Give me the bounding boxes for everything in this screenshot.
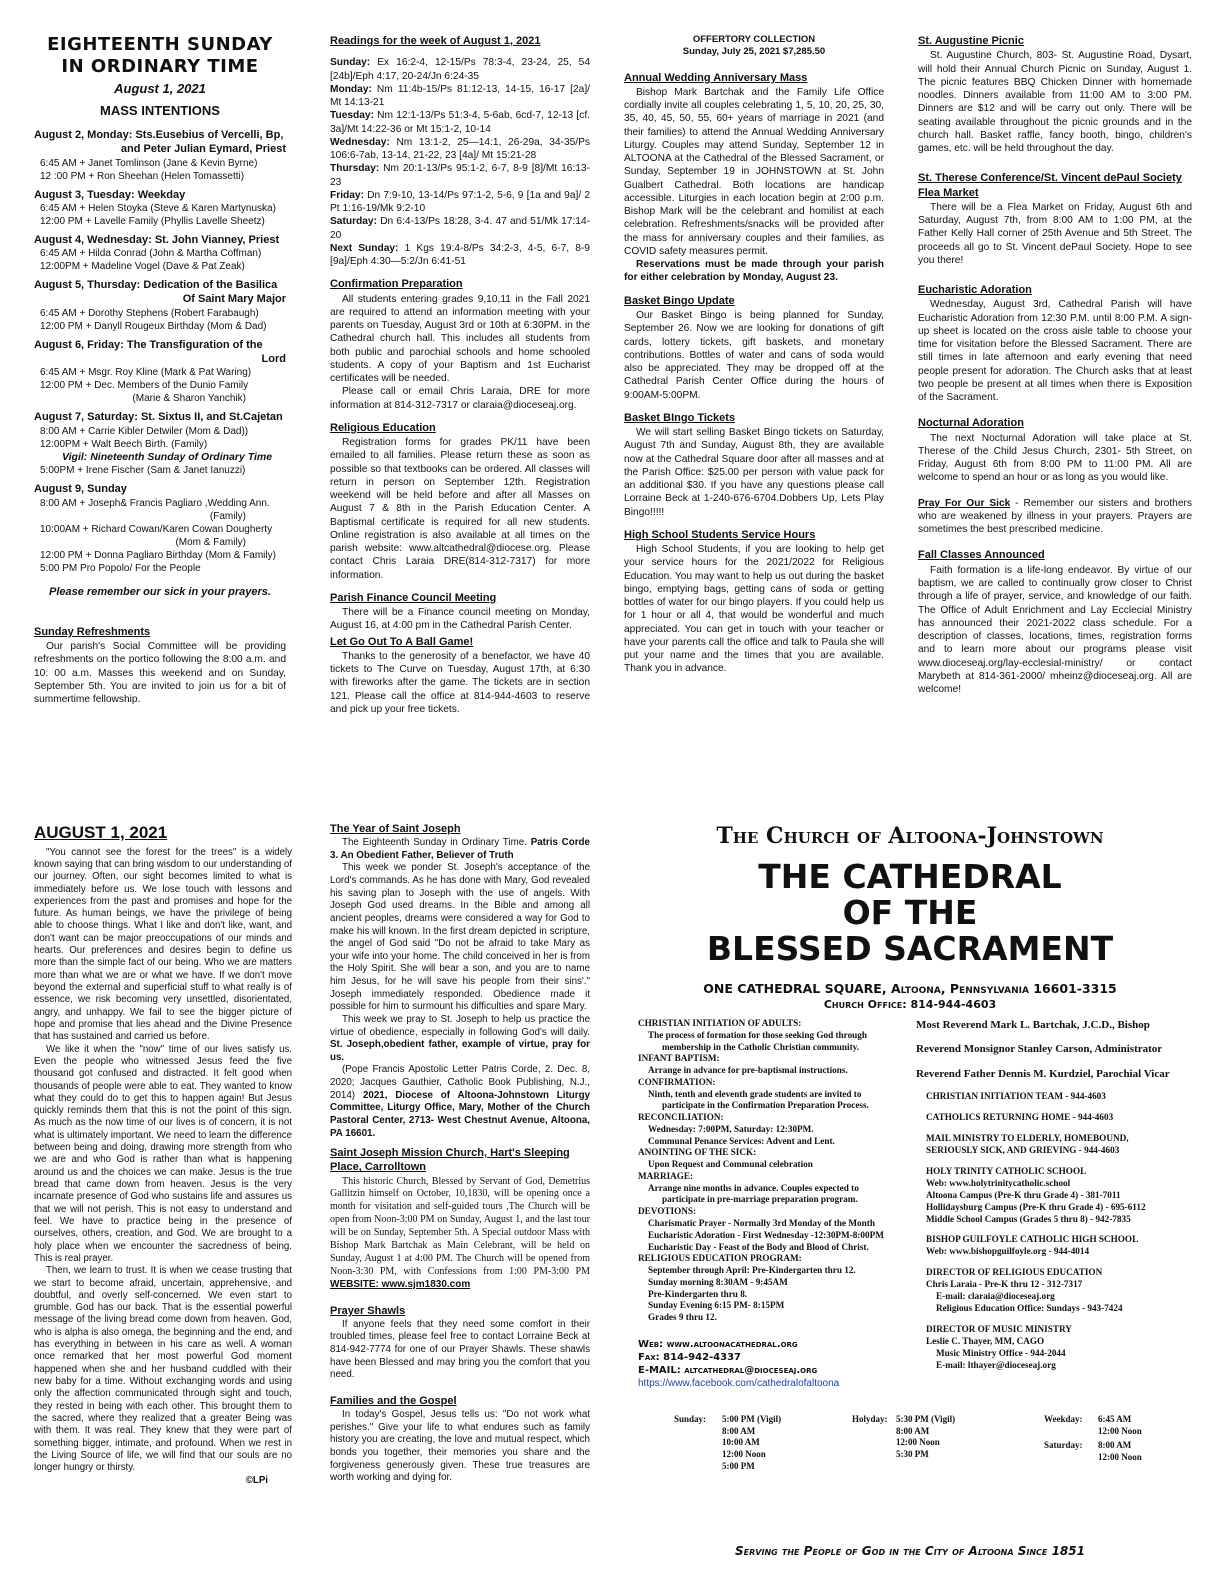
clergy-name: Reverend Father Dennis M. Kurdziel, Parochial Vicar (916, 1067, 1170, 1080)
title-date: August 1, 2021 (114, 81, 206, 97)
confirmation-contact: Please call or email Chris Laraia, DRE for more information at 814-312-7317 or claraia@dioceseaj.org. (330, 386, 590, 411)
church-name: The Church of Altoona-Johnstown (716, 823, 1104, 849)
sacrament-detail: participate in pre-marriage preparation program. (662, 1194, 858, 1205)
cover-section (624, 822, 1196, 1562)
intention-day-heading: August 6, Friday: The Transfiguration of the (34, 338, 263, 351)
intention-day-heading: August 2, Monday: Sts.Eusebius of Vercelli, Bp, (34, 128, 284, 141)
prayer-shawls-heading: Prayer Shawls (330, 1304, 406, 1317)
nocturnal-adoration-heading: Nocturnal Adoration (918, 417, 1024, 430)
sacrament-detail: Grades 9 thru 12. (648, 1312, 717, 1323)
joseph-citation-text: (Pope Francis Apostolic Letter Patris Corde, 2. Dec. 8, 2020; Jacques Gauthier, Catholic Book Publishing, N.J., 2014) (330, 1064, 590, 1101)
sacrament-detail: membership in the Catholic Christian community. (662, 1041, 860, 1052)
year-saint-joseph-heading: The Year of Saint Joseph (330, 823, 461, 835)
confirmation-body: All students entering grades 9,10,11 in the Fall 2021 are required to attend an information meeting with your parents on Tuesday, August 3rd or 10th at 6:30PM. in the Cathedral church hall. This includes all students from both public and parochial schools and home schooled students. A copy of your Baptism and 1st Eucharist certificates will be needed. (330, 293, 590, 385)
fax-number: Fax: 814-942-4337 (638, 1351, 742, 1363)
reading-citations: Ex 16:2-4, 12-15/Ps 78:3-4, 23-24, 25, 54 [24b]/Eph 4:17, 20-24/Jn 6:24-35 (330, 57, 590, 82)
mass-time: 10:00 AM (722, 1437, 760, 1448)
confirmation-heading: Confirmation Preparation (330, 278, 463, 291)
reading-citations: Nm 13:1-2, 25—14:1, 26-29a, 34-35/Ps 106:6-7ab, 13-14, 21-22, 23 [4a]/ Mt 15:21-28 (330, 136, 590, 162)
basket-bingo-body: Our Basket Bingo is being planned for Sunday, September 26. Now we are looking for donations of gift cards, lottery tickets, gift baskets, and monetary contributions. Bottles of water and cans of soda would also be appreciated. They may be dropped off at the Cathedral Parish Center Office during the hours of 9:00AM-5:00PM. (624, 310, 884, 401)
readings-list (330, 56, 590, 268)
mass-time: 5:30 PM (896, 1449, 929, 1460)
religious-education-body: Registration forms for grades PK/11 have been emailed to all families. Please return these as soon as possible so that textbooks can be ordered. All classes will return in person on September 12th. Registration weekend will be held before and after all Masses on August 7 & 8th in the Parish Education Center. A Baptismal certificate is required for all new students. Online registration is also available at all times on the parish website: www.altcathedral@diocese.org. Please contact Chris Laraia DRE(814-312-7317) for more information. (330, 437, 590, 581)
clergy-name: Reverend Monsignor Stanley Carson, Administrator (916, 1043, 1163, 1056)
mass-intentions-column (34, 34, 286, 754)
refreshments-body: Our parish's Social Committee will be providing refreshments on the portico following the 8:00 a.m. and 10: 00 a.m. Masses this weekend and on Sunday, September 5th. You are invited to join us for a bit of summertime fellowship. (34, 641, 286, 706)
intention-entry: 6:45 AM + Msgr. Roy Kline (Mark & Pat Waring) (40, 367, 252, 379)
reading-citations: Nm 11:4b-15/Ps 81:12-13, 14-15, 16-17 [2a]/ Mt 14:13-21 (330, 83, 590, 109)
intention-entry: 12:00 PM + Dec. Members of the Dunio Family (40, 380, 249, 392)
bingo-tickets-heading: Basket BIngo Tickets (624, 411, 736, 424)
sacraments-directory (638, 1018, 918, 1390)
mass-time: 12:00 Noon (896, 1437, 940, 1448)
intention-entry: 12:00 PM + Donna Pagliaro Birthday (Mom & Family) (40, 549, 276, 561)
events-column (918, 34, 1192, 754)
nocturnal-adoration-body: The next Nocturnal Adoration will take place at St. Therese of the Child Jesus Church, 2301- 5th Street, on Friday, August 6th from 8:00 PM to 11:00 PM. All are welcome to spend an hour or as long as you would like. (918, 432, 1192, 484)
reading-day: Saturday: (330, 216, 377, 228)
intention-entry: 6:45 AM + Janet Tomlinson (Jane & Kevin Byrne) (40, 157, 258, 169)
mission-church-paragraph (330, 1176, 590, 1292)
mission-church-heading: Saint Joseph Mission Church, Hart's Sleeping Place, Carrolltown (330, 1147, 570, 1174)
reading-citations: Nm 12:1-13/Ps 51:3-4, 5-6ab, 6cd-7, 12-13 [cf. 3a]/Mt 14:22-36 or Mt 15:1-2, 10-14 (330, 110, 590, 135)
offertory-heading: OFFERTORY COLLECTION (692, 34, 816, 45)
prayer-shawls-body: If anyone feels that they need some comfort in their troubled times, please feel free to contact Lorraine Beck at 814-942-7774 for one of our Prayer Shawls. These shawls have been Blessed and may bring you the comfort that you need. (330, 1318, 590, 1381)
readings-column (330, 34, 590, 754)
staff-block (916, 1112, 1196, 1124)
staff-line: Hollidaysburg Campus (Pre-K thru Grade 4) - 695-6112 (926, 1201, 1146, 1212)
intention-entry: 5:00 PM Pro Popolo/ For the People (40, 562, 201, 574)
joseph-prayer-bold: St. Joseph,obedient father, example of virtue, pray for us. (330, 1039, 590, 1063)
reading-day: Friday: (330, 189, 364, 201)
joseph-paragraph-2: This week we ponder St. Joseph's acceptance of the Lord's commands. As he has done with Mary, God revealed his saving plan to Joseph with the use of angels. With Joseph God used dreams. In the Bible and among all ancient peoples, dreams were considered a way for God to make his will known. In the first dream depicted in scripture, the angel of God said "Do not be afraid to take Mary as your wife into your home. The child conceived in her is from the Holy Spirit. She will bear a son, and you are to name him Jesus, for he will save his people from their sins'." Joseph immediately responded. Obedience made it possible for him to surmount his difficulties and spare Mary. (330, 862, 590, 1013)
clergy-name: Most Reverend Mark L. Bartchak, J.C.D., Bishop (916, 1019, 1150, 1031)
reflection-paragraph-3: Then, we learn to trust. It is when we cease trusting that we start to become afraid, uncertain, apprehensive, and doubtful, and overly self-concerned. We even start to grumble. God has our back. That is the essential powerful message of the living bread come down from heaven. God, who is alpha is also omega, the beginning and the end, and has everything in between in his care as well. A woman once remarked that her most powerful God moment happened when she and her husband cuddled with their new baby for a time. Without exchanging words and using only the affection communicated through sight and touch, they rested in being with each other. This brought them to the sacred, where they realized that a greater Being was with them. It was real. They knew that they were part of something bigger, intimate, and profound. When we rest in the Living Source of life, we will find that our souls are no longer hungry or thirsty. (34, 1265, 292, 1474)
staff-directory (916, 1018, 1196, 1381)
staff-list (916, 1018, 1196, 1372)
reading-entry (330, 83, 590, 110)
picnic-body: St. Augustine Church, 803- St. Augustine Road, Dysart, will hold their Annual Church Picnic on Sunday, August 1. The picnic features BBQ Chicken Dinner with homemade noodles. Dinners available from 11:00 AM to 3:00 PM. Dinners are $12 and will be carry out only. There will be seating available throughout the picnic grounds and in the church hall. Basket raffle, fancy booth, bingo, children's games, etc. will be held throughout the day. (918, 50, 1192, 155)
sacrament-heading: RECONCILIATION: (638, 1112, 724, 1123)
basket-bingo-heading: Basket Bingo Update (624, 294, 735, 307)
reflection-title: AUGUST 1, 2021 (34, 823, 168, 842)
finance-council-body: There will be a Finance council meeting on Monday, August 16, at 4:00 pm in the Cathedral Parish Center. (330, 607, 590, 632)
sacrament-heading: DEVOTIONS: (638, 1206, 697, 1217)
reading-entry (330, 189, 590, 216)
readings-heading: Readings for the week of August 1, 2021 (330, 35, 541, 47)
intention-entry: 12:00 PM + Lavelle Family (Phyllis Lavelle Sheetz) (40, 215, 265, 227)
website-link[interactable]: Web: www.altoonacathedral.org (638, 1338, 798, 1350)
sacrament-detail: The process of formation for those seeking God through (648, 1029, 867, 1040)
mass-time: 12:00 Noon (1098, 1425, 1142, 1436)
holyday-mass-label: Holyday: (852, 1414, 888, 1424)
weekday-mass-times (1098, 1414, 1142, 1437)
staff-line: HOLY TRINITY CATHOLIC SCHOOL (926, 1165, 1087, 1176)
reading-entry (330, 109, 590, 136)
email-link[interactable]: E-MAIL: altcathedral@dioceseaj.org (638, 1364, 818, 1376)
bingo-tickets-body: We will start selling Basket Bingo tickets on Saturday, August 7th and Sunday, August 8th, they are available now at the Cathedral Square door after all masses and at the Parish Office: $25.00 per person with value pack for an additional $30. If you have any questions please call Lorraine Beck at 1-240-676-6704.Dobbers Up, Lets Play Bingo!!!!! (624, 427, 884, 518)
reading-citations: Nm 20:1-13/Ps 95:1-2, 6-7, 8-9 [8]/Mt 16:13-23 (330, 163, 590, 188)
saturday-mass-label: Saturday: (1044, 1440, 1083, 1450)
sacrament-detail: Sunday Evening 6:15 PM- 8:15PM (648, 1300, 785, 1311)
mass-time: 8:00 AM (896, 1425, 930, 1436)
staff-block (916, 1324, 1196, 1372)
staff-block (916, 1133, 1196, 1157)
intention-day-heading: August 3, Tuesday: Weekday (34, 188, 186, 201)
staff-line: DIRECTOR OF MUSIC MINISTRY (926, 1324, 1072, 1335)
intention-entry: 10:00AM + Richard Cowan/Karen Cowan Dougherty (40, 523, 273, 535)
reading-day: Monday: (330, 83, 372, 95)
staff-line: Web: www.bishopguilfoyle.org - 944-4014 (926, 1246, 1090, 1257)
intention-day-heading: August 7, Saturday: St. Sixtus II, and St.Cajetan (34, 411, 283, 424)
sunday-mass-label: Sunday: (674, 1414, 707, 1424)
cathedral-title-line2: OF THE (842, 892, 978, 932)
reflection-paragraph-2: We like it when the "now" time of our lives satisfy us. Even the people who witnessed Jesus feed the five thousand got confused and distracted. It felt good when thousands of people were able to eat. They wanted to know what they could do to get this to happen again! But Jesus quickly reminds them that this is not the point of this sign. As much as the now time of our lives is of concern, it is not what is ultimately important. We need to learn the difference between being and doing, drawing more strength from who we are and who God is rather than what is happening around us and the choices we can make. Jesus is the true bread that came down from heaven. Jesus is the very incarnate presence of God who sustains life and assures us that we will not perish. This is not easy to understand and feel. We have to practice being in the presence of ourselves, others, creation, and God. We are brought to a holy place when we encounter the sacredness of being. This is real prayer. (34, 1043, 292, 1264)
reading-citations: Dn 6:4-13/Ps 18:28, 3-4. 47 and 51/Mk 17:14-20 (330, 216, 590, 241)
sacrament-detail: Arrange nine months in advance. Couples expected to (648, 1182, 859, 1193)
offertory-column (624, 34, 884, 754)
pray-sick-body: - Remember our sisters and brothers who are weakened by illness in your prayers. Prayers are sometimes the best prescribed medicine. (918, 497, 1192, 536)
intention-entry: Vigil: Nineteenth Sunday of Ordinary Time (62, 450, 273, 463)
wedding-anniversary-heading: Annual Wedding Anniversary Mass (624, 71, 808, 84)
mass-time: 5:00 PM (Vigil) (722, 1414, 782, 1424)
intention-entry: 12:00PM + Madeline Vogel (Dave & Pat Zeak) (40, 261, 245, 273)
sacrament-detail: Upon Request and Communal celebration (648, 1159, 813, 1170)
facebook-link[interactable]: https://www.facebook.com/cathedralofaltoona (638, 1377, 840, 1389)
staff-line: Web: www.holytrinitycatholic.school (926, 1177, 1071, 1188)
sacrament-detail: Charismatic Prayer - Normally 3rd Monday of the Month (648, 1218, 875, 1229)
mass-time: 6:45 AM (1098, 1414, 1132, 1424)
mass-time: 5:30 PM (Vigil) (896, 1414, 956, 1424)
service-hours-body: High School Students, if you are looking to help get your service hours for the 2021/2022 for Religious Education. You may want to help us out during the basket bingo, emptying bags, getting cans of soda or getting bottles of water for our bingo players. If you could help us for 1 hour or all 4, that would be wonderful and much appreciated. You can get in touch with your teacher or have your parents call the office and talk to Paula she will put your name and the times that you are available. Thank you in advance. (624, 544, 884, 675)
sacrament-detail: Ninth, tenth and eleventh grade students are invited to (648, 1088, 862, 1099)
reading-day: Next Sunday: (330, 242, 399, 254)
reading-day: Thursday: (330, 163, 380, 175)
finance-council-heading: Parish Finance Council Meeting (330, 591, 497, 604)
sacrament-heading: INFANT BAPTISM: (638, 1053, 720, 1064)
eucharistic-adoration-heading: Eucharistic Adoration (918, 284, 1032, 297)
reading-day: Wednesday: (330, 136, 390, 148)
religious-education-heading: Religious Education (330, 421, 436, 434)
saint-joseph-column (330, 822, 590, 1562)
remember-sick-note: Please remember our sick in your prayers. (49, 585, 271, 598)
refreshments-heading: Sunday Refreshments (34, 625, 151, 638)
staff-line: CHRISTIAN INITIATION TEAM - 944-4603 (926, 1090, 1106, 1101)
joseph-citation-bold: 2021, Diocese of Altoona-Johnstown Liturgy Committee, Liturgy Office, Mary, Mother of the Church Pastoral Center, 2713- West Chestnut Avenue, Altoona, PA 16601. (330, 1089, 590, 1139)
intention-day-heading-cont: Lord (261, 353, 286, 366)
wedding-anniversary-body: Bishop Mark Bartchak and the Family Life Office cordially invite all couples celebrating 1, 5, 10, 20, 25, 30, 35, 40, 45, 50, 55, 60+ years of marriage in 2021 (and their families) to attend the Annual Wedding Anniversary Liturgy. Couples may attend Sunday, September 12 in ALTOONA at the Cathedral of the Blessed Sacrament, or Sunday, September 19 in JOHNSTOWN at St. John Gualbert Cathedral. Both locations are handicap accessible. Liturgies in each location begin at 2:00 p.m. Bishop Mark will be the celebrant and homilist at each celebration. Refreshments/snacks will be provided after the mass for anniversary couples and their families, as COVID safety measures permit. (624, 86, 884, 257)
staff-line: Middle School Campus (Grades 5 thru 8) - 942-7835 (926, 1213, 1131, 1224)
intention-day-heading-cont: Of Saint Mary Major (182, 293, 286, 306)
fall-classes-heading: Fall Classes Announced (918, 549, 1045, 562)
intention-entry: 6:45 AM + Helen Stoyka (Steve & Karen Martynuska) (40, 202, 276, 214)
mission-church-body: This historic Church, Blessed by Servant of God, Demetrius Gallitzin himself on October, 10,1830, will be opening once a month for visitation and self-guided tours ,The Church will be open from Noon-3:00 PM on Sunday, August 1, and the last tour will be on Sunday, September 5th. A Special outdoor Mass with Bishop Mark Bartchak as Main Celebrant, will be held on Sunday, August 1 at 4:00 PM. The Church will be opened from Noon-3:30 PM, with Confessions from 1:00 PM-3:00 PM (330, 1175, 590, 1277)
intention-entry: 6:45 AM + Hilda Conrad (John & Martha Coffman) (40, 248, 262, 260)
sacrament-detail: Communal Penance Services: Advent and Lent. (648, 1135, 835, 1146)
staff-block (916, 1267, 1196, 1315)
intention-entry: 5:00PM + Irene Fischer (Sam & Janet Ianuzzi) (40, 465, 246, 477)
page-title: EIGHTEENTH SUNDAY (47, 34, 273, 55)
pray-sick-heading: Pray For Our Sick (918, 497, 1011, 509)
footer-motto: Serving the People of God in the City of Altoona Since 1851 (735, 1544, 1085, 1558)
staff-block (916, 1166, 1196, 1226)
reading-entry (330, 56, 590, 83)
intention-entry: 8:00 AM + Carrie Kibler Detwiler (Mom & Dad)) (40, 425, 249, 437)
sacrament-heading: MARRIAGE: (638, 1170, 694, 1181)
joseph-intro-bold: Patris Corde 3. An Obedient Father, Believer of Truth (330, 837, 590, 861)
staff-line: Altoona Campus (Pre-K thru Grade 4) - 381-7011 (926, 1189, 1121, 1200)
intention-entry: 12:00 PM + Danyll Rougeux Birthday (Mom & Dad) (40, 320, 267, 332)
staff-line: Music Ministry Office - 944-2044 (936, 1348, 1066, 1359)
sacrament-detail: participate in the Confirmation Preparation Process. (662, 1100, 869, 1111)
mass-intentions-list (34, 128, 286, 575)
intention-entry: (Marie & Sharon Yanchik) (132, 393, 246, 405)
joseph-paragraph-3 (330, 1014, 590, 1065)
flea-market-body: There will be a Flea Market on Friday, August 6th and Saturday, August 7th, from 8:00 AM to 1:00 PM, at the Father Kelly Hall corner of 25th Avenue and 5th Street. The proceeds all go to St. Vincent dePaul Society. Hope to see you there! (918, 201, 1192, 266)
families-gospel-heading: Families and the Gospel (330, 1394, 457, 1407)
weekday-mass-label: Weekday: (1044, 1414, 1083, 1424)
intention-day-heading: August 9, Sunday (34, 483, 127, 496)
staff-block (916, 1234, 1196, 1258)
reading-citations: 1 Kgs 19:4-8/Ps 34:2-3, 4-5, 6-7, 8-9 [9a]/Eph 4:30—5:2/Jn 6:41-51 (330, 242, 590, 268)
sacrament-detail: September through April: Pre-Kindergarten thru 12. (648, 1265, 856, 1276)
joseph-intro-text: The Eighteenth Sunday in Ordinary Time. (342, 837, 531, 849)
fall-classes-body: Faith formation is a life-long endeavor. By virtue of our baptism, we are called to continually grow closer to Christ through a life of prayer, service, and knowledge of our faith. The Office of Adult Enrichment and Lay Ecclecial Ministry has announced their 2021-2022 class schedule. For a description of classes, locations, times, registration forms and to learn more about our programs please visit www.dioceseaj.org/lay-ecclesial-ministry/ or contact Marybeth at 814-361-2000/ mheinz@dioceseaj.org. All are welcome! (918, 564, 1192, 696)
sacraments-list (638, 1018, 918, 1324)
intention-entry: 8:00 AM + Joseph& Francis Pagliaro ,Wedding Ann. (40, 497, 270, 509)
sacrament-detail: Sunday morning 8:30AM - 9:45AM (648, 1276, 788, 1287)
sacrament-detail: Eucharistic Day - Feast of the Body and Blood of Christ. (648, 1241, 869, 1252)
joseph-intro (330, 837, 590, 862)
families-gospel-body: In today's Gospel, Jesus tells us: "Do not work what perishes." Give your life to what endures such as family history you are creating, the love and mutual respect, which bonds you together, their memories you share and the forgiveness generously given. These true treasures are worth working and dying for. (330, 1409, 590, 1484)
sacrament-detail: Wednesday: 7:00PM, Saturday: 12:30PM. (648, 1123, 814, 1134)
reading-entry (330, 215, 590, 242)
cathedral-title-line1: THE CATHEDRAL (758, 856, 1062, 896)
reading-day: Tuesday: (330, 110, 374, 122)
reading-entry (330, 242, 590, 269)
staff-line: SERIOUSLY SICK, AND GRIEVING - 944-4603 (926, 1144, 1120, 1155)
ball-game-heading: Let Go Out To A Ball Game! (330, 635, 474, 648)
joseph-prayer-text: This week we pray to St. Joseph to help us practice the virtue of obedience, especially in following God's will daily. (330, 1013, 590, 1038)
sacrament-heading: CONFIRMATION: (638, 1076, 716, 1087)
service-hours-heading: High School Students Service Hours (624, 528, 816, 541)
intention-entry: 6:45 AM + Dorothy Stephens (Robert Farabaugh) (40, 307, 259, 319)
sacrament-heading: RELIGIOUS EDUCATION PROGRAM: (638, 1253, 802, 1264)
staff-line: CATHOLICS RETURNING HOME - 944-4603 (926, 1111, 1114, 1122)
reading-entry (330, 162, 590, 189)
mass-intentions-heading: MASS INTENTIONS (100, 103, 220, 119)
mission-website-link[interactable]: WEBSITE: www.sjm1830.com (330, 1278, 471, 1290)
mass-time: 8:00 AM (722, 1425, 756, 1436)
ball-game-body: Thanks to the generosity of a benefactor, we have 40 tickets to The Curve on Tuesday, August 17th, at 6:30 with fireworks after the game. The tickets are in section 121. Please call the office at 814-944-4603 to reserve and pick up your free tickets. (330, 650, 590, 715)
reflection-column (34, 822, 292, 1562)
picnic-heading: St. Augustine Picnic (918, 35, 1024, 47)
sunday-mass-times (722, 1414, 781, 1472)
sacrament-detail: Pre-Kindergarten thru 8. (648, 1288, 748, 1299)
wedding-reservation-note: Reservations must be made through your parish for either celebration by Monday, August 23. (624, 259, 884, 284)
reflection-paragraph-1: "You cannot see the forest for the trees" is a widely known saying that can bring wisdom to our understanding of our journey. Often, our sight becomes limited to what is immediately before us. We lose touch with lessons and experiences from the past and promises and hope for the future. As human beings, we have the privilege of being able to choose things. What I like and don't like, want, and don't want can be major preoccupations of our minds and hearts. Our preferences and desires begin to define us more than the simple fact of our being. Who we are matters more than what we are or what we have. If we don't move beyond the external and superficial stuff to what really is of essence, we risk becoming very unsettled, disorientated, angry, and unhappy. We fail to see the bigger picture of hope and promise that lies ahead and the Divine Presence that has sustained and carried us before. (34, 846, 292, 1043)
mass-time: 12:00 Noon (722, 1449, 766, 1460)
staff-block (916, 1091, 1196, 1103)
eucharistic-adoration-body: Wednesday, August 3rd, Cathedral Parish will have Eucharistic Adoration from 12:30 P.M. until 8:00 P.M. A sign-up sheet is located on the cross aisle table to choose your time for visitation before the Blessed Sacrament. There are still times in late afternoon and early evening that need people present for adoration. The Church asks that at least two people be present at all times when there is Exposition of the Sacrament. (918, 299, 1192, 404)
saturday-mass-times (1098, 1440, 1142, 1463)
reading-day: Sunday: (330, 57, 371, 69)
reading-entry (330, 136, 590, 163)
cathedral-title-line3: BLESSED SACRAMENT (706, 929, 1114, 969)
intention-entry: (Family) (209, 510, 246, 522)
staff-line: MAIL MINISTRY TO ELDERLY, HOMEBOUND, (926, 1132, 1129, 1143)
joseph-citation (330, 1064, 590, 1140)
intention-entry: (Mom & Family) (175, 536, 246, 548)
sacrament-detail: Arrange in advance for pre-baptismal instructions. (648, 1065, 848, 1076)
intention-entry: 12:00PM + Walt Beech Birth. (Family) (40, 438, 208, 450)
mass-time: 8:00 AM (1098, 1440, 1132, 1450)
sacrament-heading: CHRISTIAN INITIATION OF ADULTS: (638, 1018, 802, 1028)
page-title-line2: IN ORDINARY TIME (61, 55, 259, 77)
staff-line: DIRECTOR OF RELIGIOUS EDUCATION (926, 1267, 1103, 1278)
mass-time: 12:00 Noon (1098, 1451, 1142, 1462)
intention-day-heading: August 4, Wednesday: St. John Vianney, Priest (34, 233, 280, 246)
offertory-amount: Sunday, July 25, 2021 $7,285.50 (682, 46, 826, 58)
staff-line: E-mail: lthayer@dioceseaj.org (936, 1360, 1056, 1371)
sacrament-detail: Eucharistic Adoration - First Wednesday -12:30PM-8:00PM (648, 1229, 884, 1240)
sacrament-heading: ANOINTING OF THE SICK: (638, 1147, 757, 1158)
intention-entry: 12 :00 PM + Ron Sheehan (Helen Tomassetti) (40, 170, 245, 182)
church-office-phone: Church Office: 814-944-4603 (823, 997, 997, 1011)
holyday-mass-times (896, 1414, 955, 1461)
staff-line: Chris Laraia - Pre-K thru 12 - 312-7317 (926, 1279, 1083, 1290)
copyright-credit: ©LPi (245, 1474, 268, 1486)
intention-day-heading: August 5, Thursday: Dedication of the Basilica (34, 279, 278, 292)
pray-sick-paragraph (918, 497, 1192, 537)
reading-citations: Dn 7:9-10, 13-14/Ps 97:1-2, 5-6, 9 [1a and 9a]/ 2 Pt 1:16-19/Mk 9:2-10 (330, 189, 590, 215)
church-address: ONE CATHEDRAL SQUARE, Altoona, Pennsylvania 16601-3315 (703, 981, 1117, 997)
mass-time: 5:00 PM (722, 1460, 755, 1471)
staff-line: BISHOP GUILFOYLE CATHOLIC HIGH SCHOOL (926, 1234, 1139, 1245)
staff-line: Religious Education Office: Sundays - 943-7424 (936, 1303, 1123, 1314)
intention-day-heading-cont: and Peter Julian Eymard, Priest (120, 143, 286, 156)
flea-market-heading: St. Therese Conference/St. Vincent dePaul Society Flea Market (918, 172, 1182, 199)
staff-line: Leslie C. Thayer, MM, CAGO (926, 1336, 1045, 1347)
staff-line: E-mail: claraia@dioceseaj.org (936, 1291, 1055, 1302)
